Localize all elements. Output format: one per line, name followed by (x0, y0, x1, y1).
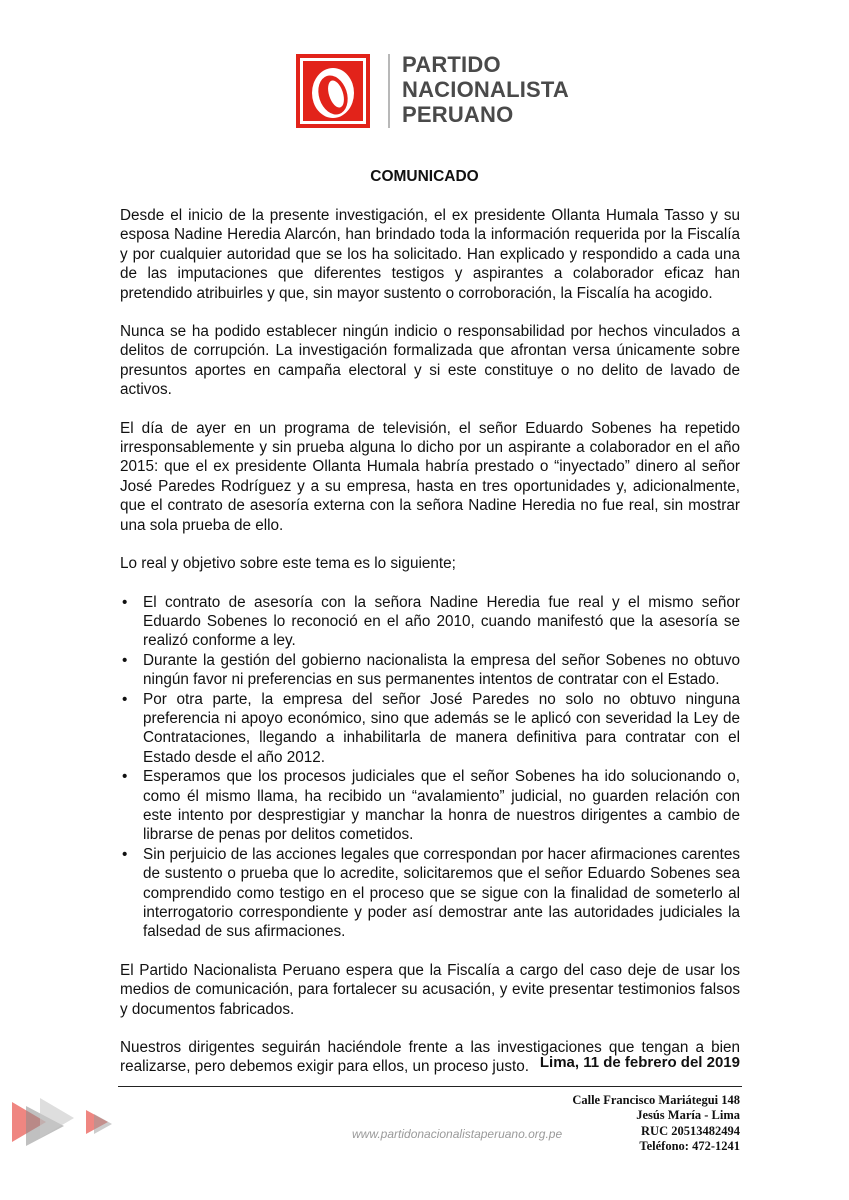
ruc-number: RUC 20513482494 (641, 1123, 740, 1138)
bullet-item-3: • Por otra parte, la empresa del señor José Paredes no solo no obtuvo ninguna preferencia ni apoyo económico, sino que además se le aplicó con severidad la Ley de Contrataciones, llegando a inhabilitarla de manera definitiva para contratar con el Estado desde el año 2012. (120, 690, 740, 768)
party-name-line-2: NACIONALISTA (402, 77, 569, 102)
party-name-line-3: PERUANO (402, 102, 514, 127)
party-name (402, 52, 569, 127)
bullet-list (120, 593, 740, 942)
paragraph-5: El Partido Nacionalista Peruano espera que la Fiscalía a cargo del caso deje de usar los medios de comunicación, para fortalecer su acusación, y evite presentar testimonios falsos y documentos fabricados. (120, 961, 740, 1018)
footer-divider (118, 1086, 742, 1087)
paragraph-2: Nunca se ha podido establecer ningún indicio o responsabilidad por hechos vinculados a delitos de corrupción. La investigación formalizada que afrontan versa únicamente sobre presuntos aportes en campaña electoral y si este constituye o no delito de lavado de activos. (120, 323, 740, 399)
bullet-item-1: • El contrato de asesoría con la señora Nadine Heredia fue real y el mismo señor Eduardo Sobenes lo reconoció en el año 2010, cuando manifestó que la asesoría se realizó conforme a ley. (120, 593, 740, 651)
document-body (120, 206, 740, 1096)
bullet-item-4: • Esperamos que los procesos judiciales que el señor Sobenes ha ido solucionando o, como él mismo llama, ha recibido un “avalamiento” judicial, no guarden relación con este intento por desprestigiar y manchar la honra de nuestros dirigentes a cambio de librarse de penas por delitos cometidos. (120, 767, 740, 845)
website-url: www.partidonacionalistaperuano.org.pe (352, 1127, 563, 1141)
document-date: Lima, 11 de febrero del 2019 (539, 1054, 740, 1071)
address-line-2: Jesús María - Lima (636, 1108, 740, 1123)
bullet-item-2: • Durante la gestión del gobierno nacionalista la empresa del señor Sobenes no obtuvo ningún favor ni preferencias en sus permanentes intentos de contratar con el Estado. (120, 651, 740, 690)
address-line-1: Calle Francisco Mariátegui 148 (572, 1093, 740, 1107)
footer-contact (572, 1093, 740, 1154)
document-title: COMUNICADO (370, 168, 479, 185)
paragraph-6: Nuestros dirigentes seguirán haciéndole frente a las investigaciones que tengan a bien realizarse, pero debemos exigir para ellos, un proceso justo. (120, 1039, 740, 1076)
paragraph-3: El día de ayer en un programa de televisión, el señor Eduardo Sobenes ha repetido irresponsablemente y sin prueba alguna lo dicho por un aspirante a colaborador en el año 2015: que el ex presidente Ollanta Humala habría prestado o “inyectado” dinero al señor José Paredes Rodríguez y a su empresa, hasta en tres oportunidades y, adicionalmente, que el contrato de asesoría externa con la señora Nadine Heredia no fue real, sin mostrar una sola prueba de ello. (120, 419, 740, 534)
party-logo-icon (296, 54, 370, 128)
logo-divider (388, 54, 390, 128)
footer-decoration-icon (0, 1080, 140, 1160)
paragraph-1: Desde el inicio de la presente investigación, el ex presidente Ollanta Humala Tasso y su esposa Nadine Heredia Alarcón, han brindado toda la información requerida por la Fiscalía y por cualquier autoridad que se los ha solicitado. Han explicado y respondido a cada una de las imputaciones que diferentes testigos y aspirantes a colaborador eficaz han pretendido atribuirles y que, sin mayor sustento o corroboración, la Fiscalía ha acogido. (120, 207, 740, 302)
party-name-line-1: PARTIDO (402, 52, 501, 77)
phone-number: Teléfono: 472-1241 (639, 1138, 740, 1153)
paragraph-4: Lo real y objetivo sobre este tema es lo siguiente; (120, 555, 456, 573)
bullet-item-5: • Sin perjuicio de las acciones legales que correspondan por hacer afirmaciones carentes de sustento o prueba que lo acredite, solicitaremos que el señor Eduardo Sobenes sea comprendido como testigo en el proceso que se sigue con la finalidad de someterlo al interrogatorio correspondiente y poder así demostrar ante las autoridades judiciales la falsedad de sus afirmaciones. (120, 845, 740, 942)
